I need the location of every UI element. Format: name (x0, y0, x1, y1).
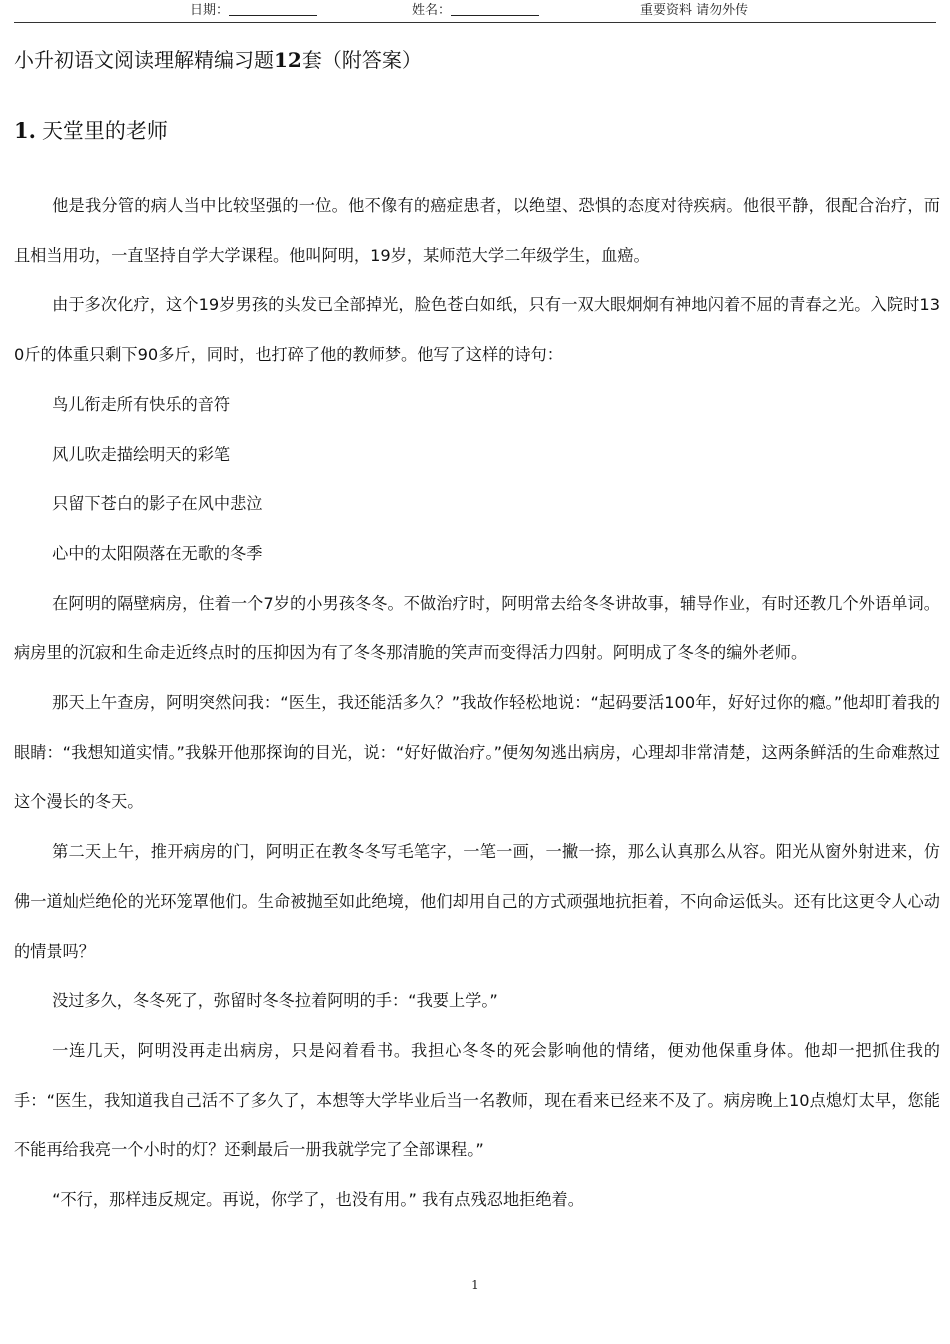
name-blank (451, 1, 539, 16)
poem-line: 只留下苍白的影子在风中悲泣 (52, 494, 263, 514)
paragraph: 第二天上午，推开病房的门，阿明正在教冬冬写毛笔字，一笔一画，一撇一捺，那么认真那么从容。阳光从窗外射进来，仿佛一道灿烂绝伦的光环笼罩他们。生命被抛至如此绝境，他们却用自己的方式顽强地抗拒着，不向命运低头。还有比这更令人心动的情景吗？ (14, 842, 940, 961)
paragraph: 由于多次化疗，这个19岁男孩的头发已全部掉光，脸色苍白如纸，只有一双大眼炯炯有神地闪着不屈的青春之光。入院时130斤的体重只剩下90多斤，同时，也打碎了他的教师梦。他写了这样的诗句： (14, 295, 940, 365)
confidential-notice: 重要资料 请勿外传 (640, 3, 749, 18)
name-field (412, 0, 539, 22)
name-label: 姓名： (412, 3, 452, 18)
section-heading (14, 116, 168, 146)
poem-line: 心中的太阳陨落在无歌的冬季 (52, 543, 263, 563)
document-title-prefix: 小升初语文阅读理解精编习题 (14, 48, 274, 72)
paragraph: 一连几天，阿明没再走出病房，只是闷着看书。我担心冬冬的死会影响他的情绪，便劝他保重身体。他却一把抓住我的手：“医生，我知道我自己活不了多久了，本想等大学毕业后当一名教师，现在看来已经来不及了。病房晚上10点熄灯太早，您能不能再给我亮一个小时的灯？还剩最后一册我就学完了全部课程。” (14, 1040, 940, 1160)
paragraph: 他是我分管的病人当中比较坚强的一位。他不像有的癌症患者，以绝望、恐惧的态度对待疾病。他很平静，很配合治疗，而且相当用功，一直坚持自学大学课程。他叫阿明，19岁，某师范大学二年级学生，血癌。 (14, 196, 940, 265)
section-number: 1. (14, 118, 36, 143)
date-label: 日期： (190, 3, 230, 18)
document-title-suffix: 套（附答案） (301, 48, 422, 72)
page-header (14, 0, 936, 23)
document-title-number: 12 (274, 48, 302, 72)
poem-line: 鸟儿衔走所有快乐的音符 (52, 394, 231, 414)
date-blank (229, 1, 317, 16)
section-title: 天堂里的老师 (41, 119, 168, 143)
paragraph: 那天上午查房，阿明突然问我：“医生，我还能活多久？”我故作轻松地说：“起码要活100年，好好过你的瘾。”他却盯着我的眼睛：“我想知道实情。”我躲开他那探询的目光，说：“好好做治疗。”便匆匆逃出病房，心理却非常清楚，这两条鲜活的生命难熬过这个漫长的冬天。 (14, 693, 940, 812)
date-field (190, 0, 317, 22)
poem-line: 风儿吹走描绘明天的彩笔 (52, 444, 231, 464)
paragraph: 在阿明的隔壁病房，住着一个7岁的小男孩冬冬。不做治疗时，阿明常去给冬冬讲故事，辅导作业，有时还教几个外语单词。病房里的沉寂和生命走近终点时的压抑因为有了冬冬那清脆的笑声而变得活力四射。阿明成了冬冬的编外老师。 (14, 593, 940, 663)
article-body (14, 181, 940, 1225)
page-number: 1 (471, 1278, 479, 1292)
document-title (14, 46, 422, 74)
paragraph: “不行，那样违反规定。再说，你学了，也没有用。” 我有点残忍地拒绝着。 (52, 1190, 584, 1210)
paragraph: 没过多久，冬冬死了，弥留时冬冬拉着阿明的手：“我要上学。” (52, 991, 498, 1011)
